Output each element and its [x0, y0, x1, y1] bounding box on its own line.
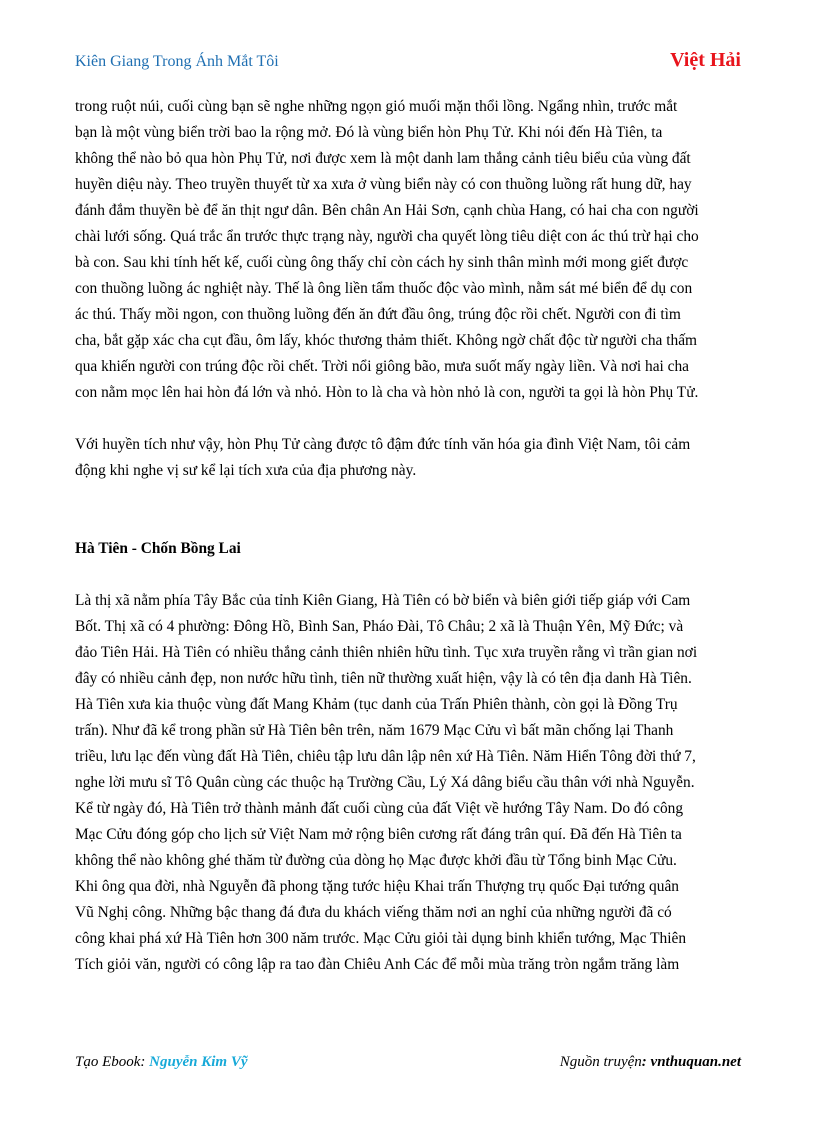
- paragraph-ha-tien: [75, 588, 745, 978]
- text-line: Bốt. Thị xã có 4 phường: Đông Hồ, Bình San, Pháo Đài, Tô Châu; 2 xã là Thuận Yên, Mỹ Đức; và: [75, 618, 684, 635]
- source-credit: [560, 1054, 741, 1071]
- ebook-label: Tạo Ebook: [75, 1054, 141, 1070]
- text-line: con thuồng luồng ác nghiệt này. Thế là ông liền tẩm thuốc độc vào mình, nằm sát mé biển để dụ con: [75, 280, 693, 297]
- text-line: Kể từ ngày đó, Hà Tiên trở thành mảnh đất cuối cùng của đất Việt về hướng Tây Nam. Do đó công: [75, 800, 684, 817]
- text-line: đánh đắm thuyền bè để ăn thịt ngư dân. Bên chân An Hải Sơn, cạnh chùa Hang, có hai cha con người: [75, 202, 699, 219]
- text-line: không thể nào không ghé thăm từ đường của dòng họ Mạc được khởi đầu từ Tổng binh Mạc Cửu.: [75, 852, 677, 869]
- text-line: đây có nhiều cảnh đẹp, non nước hữu tình, tiên nữ thường xuất hiện, vậy là có tên địa danh Hà Tiên.: [75, 670, 692, 687]
- text-line: Hà Tiên xưa kia thuộc vùng đất Mang Khảm (tục danh của Trấn Phiên thành, còn gọi là Đồng Trụ: [75, 696, 678, 713]
- paragraph-family-values: [75, 432, 745, 484]
- text-line: Là thị xã nằm phía Tây Bắc của tỉnh Kiên Giang, Hà Tiên có bờ biển và biên giới tiếp giáp với Cam: [75, 592, 691, 609]
- text-line: ác thú. Thấy mồi ngon, con thuồng luồng đến ăn đứt đầu ông, trúng độc rồi chết. Người con đi tìm: [75, 306, 681, 323]
- text-line: Tích giỏi văn, người có công lập ra tao đàn Chiêu Anh Các để mỗi mùa trăng tròn ngắm trăng làm: [75, 956, 680, 973]
- text-line: không thể nào bỏ qua hòn Phụ Tử, nơi được xem là một danh lam thắng cảnh tiêu biểu của vùng đất: [75, 150, 691, 167]
- source-colon: :: [641, 1054, 651, 1070]
- section-heading: Hà Tiên - Chốn Bồng Lai: [75, 540, 241, 557]
- text-line: đảo Tiên Hải. Hà Tiên có nhiều thắng cảnh thiên nhiên hữu tình. Tục xưa truyền rằng vì trần gian nơi: [75, 644, 698, 661]
- text-line: con nằm mọc lên hai hòn đá lớn và nhỏ. Hòn to là cha và hòn nhỏ là con, người ta gọi là hòn Phụ Tử.: [75, 384, 699, 401]
- text-line: cha, bắt gặp xác cha cụt đầu, ôm lấy, khóc thương thảm thiết. Không ngờ chất độc từ người cha thấm: [75, 332, 697, 349]
- text-line: qua khiến người con trúng độc rồi chết. Trời nổi giông bão, mưa suốt mấy ngày liền. Và nơi hai cha: [75, 358, 690, 375]
- text-line: Mạc Cửu đóng góp cho lịch sử Việt Nam mở rộng biên cương rất đáng trân quí. Đã đến Hà Tiên ta: [75, 826, 682, 843]
- book-author: Việt Hải: [670, 49, 741, 71]
- text-line: huyền diệu này. Theo truyền thuyết từ xa xưa ở vùng biển này có con thuồng luồng rất hung dữ, hay: [75, 176, 692, 193]
- text-line: chài lưới sống. Quá trắc ẩn trước thực trạng này, người cha quyết lòng tiêu diệt con ác thú trừ hại cho: [75, 228, 699, 245]
- source-site: vnthuquan.net: [650, 1054, 741, 1070]
- text-line: nghe lời mưu sĩ Tô Quân cùng các thuộc hạ Trường Cầu, Lý Xá dâng biểu cầu thân với nhà Nguyễn.: [75, 774, 695, 791]
- text-line: bà con. Sau khi tính hết kế, cuối cùng ông thấy chỉ còn cách hy sinh thân mình mới mong giết được: [75, 254, 689, 271]
- book-title: Kiên Giang Trong Ánh Mắt Tôi: [75, 53, 279, 70]
- text-line: bạn là một vùng biển trời bao la rộng mở. Đó là vùng biển hòn Phụ Tử. Khi nói đến Hà Tiên, ta: [75, 124, 663, 141]
- text-line: Khi ông qua đời, nhà Nguyễn đã phong tặng tước hiệu Khai trấn Thượng trụ quốc Đại tướng quân: [75, 878, 679, 895]
- paragraph-phu-tu-legend: [75, 94, 745, 406]
- ebook-colon: :: [140, 1054, 150, 1070]
- text-line: công khai phá xứ Hà Tiên hơn 300 năm trước. Mạc Cửu giỏi tài dụng binh khiển tướng, Mạc Thiên: [75, 930, 687, 947]
- text-line: triều, lưu lạc đến vùng đất Hà Tiên, chiêu tập lưu dân lập nên xứ Hà Tiên. Năm Hiển Tông đời thứ 7,: [75, 748, 696, 765]
- ebook-author: Nguyễn Kim Vỹ: [149, 1054, 248, 1070]
- text-line: trấn). Như đã kể trong phần sử Hà Tiên bên trên, năm 1679 Mạc Cửu vì bất mãn chống lại Thanh: [75, 722, 674, 739]
- text-line: Vũ Nghị công. Những bậc thang đá đưa du khách viếng thăm nơi an nghỉ của những người đã có: [75, 904, 672, 921]
- page-content: [75, 94, 745, 978]
- text-line: Với huyền tích như vậy, hòn Phụ Tử càng được tô đậm đức tính văn hóa gia đình Việt Nam, tôi cảm: [75, 436, 691, 453]
- text-line: trong ruột núi, cuối cùng bạn sẽ nghe những ngọn gió muối mặn thổi lồng. Ngẩng nhìn, trước mắt: [75, 98, 678, 115]
- text-line: động khi nghe vị sư kể lại tích xưa của địa phương này.: [75, 462, 417, 479]
- page-header: [75, 49, 741, 77]
- source-label: Nguồn truyện: [559, 1054, 642, 1070]
- ebook-credit: [75, 1054, 248, 1071]
